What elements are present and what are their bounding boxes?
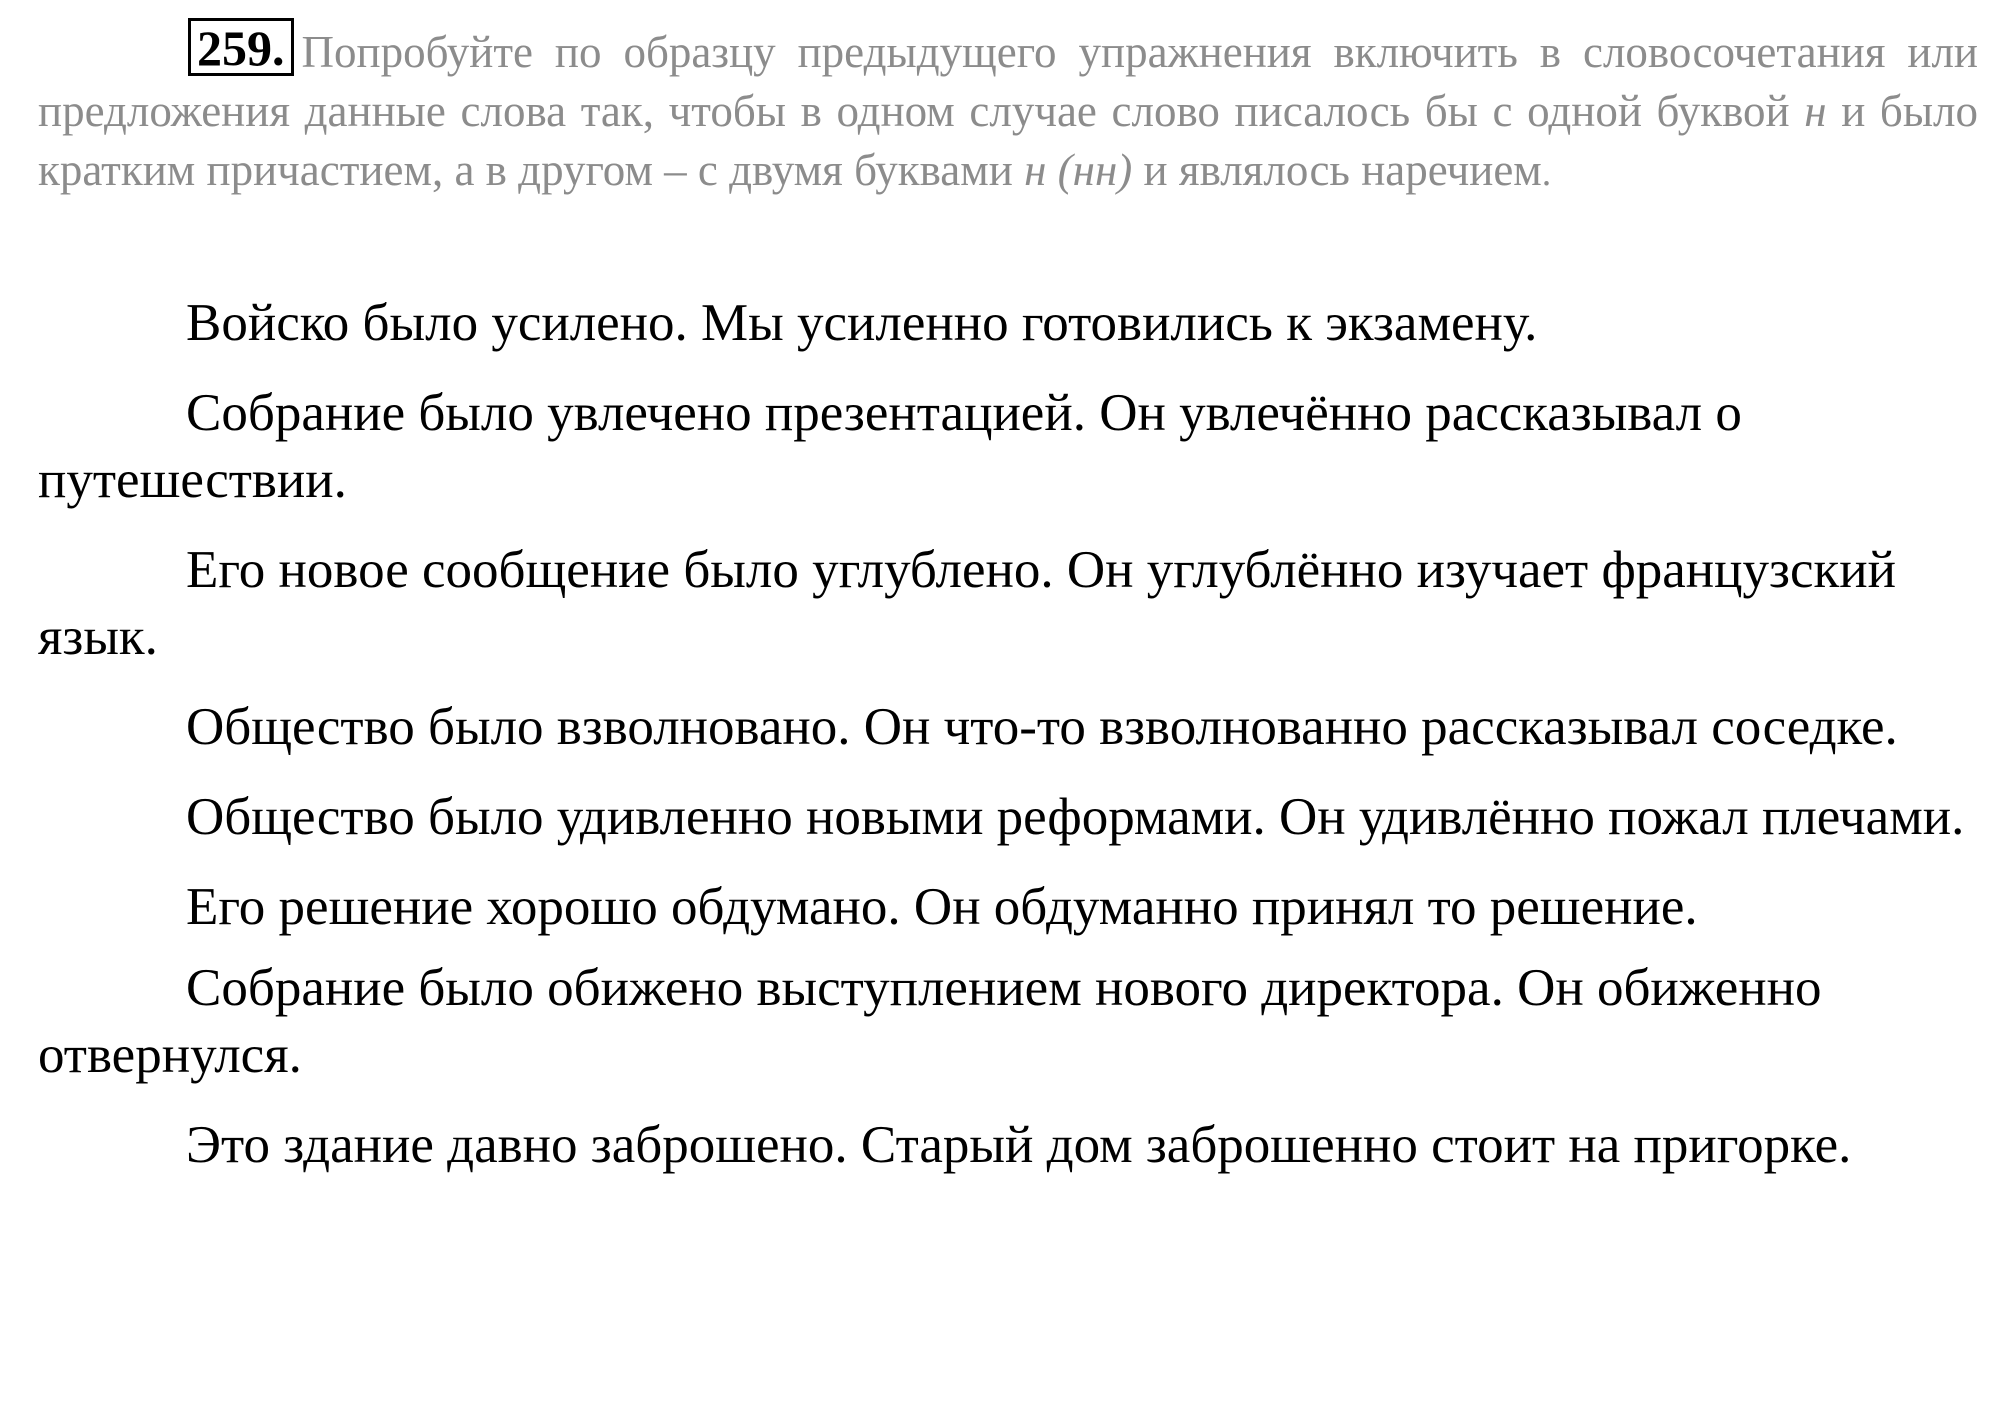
answer-sentence: Его решение хорошо обдумано. Он обдуманно принял то решение. xyxy=(186,878,1698,936)
task-text-part-2: и было кратким причастием, а в другом – с двумя буквами xyxy=(38,86,1979,195)
answer-sentence: Общество было удивленно новыми реформами. Он удивлённо пожал плечами. xyxy=(186,788,1965,846)
answer-sentence: Его новое сообщение было углублено. Он углублённо изучает французский язык. xyxy=(38,541,1896,666)
answer-sentence: Это здание давно заброшено. Старый дом заброшенно стоит на пригорке. xyxy=(186,1116,1852,1174)
exercise-task xyxy=(38,18,1978,203)
task-italic-letters-nn: н (нн) xyxy=(1024,145,1133,195)
task-text-part-1: Попробуйте по образцу предыдущего упражнения включить в словосочетания или предложения данные слова так, чтобы в одном случае слово писалось бы с одной буквой xyxy=(38,27,1978,136)
task-text-part-4: являлось наречием xyxy=(1178,145,1542,195)
answer-sentence: Собрание было увлечено презентацией. Он увлечённо рассказывал о путешествии. xyxy=(38,384,1742,509)
answer-list xyxy=(38,290,1978,1179)
task-text-period: . xyxy=(1541,152,1552,194)
answer-sentence: Собрание было обижено выступлением нового директора. Он обиженно отвернулся. xyxy=(38,959,1822,1084)
task-italic-letter-n: н xyxy=(1804,86,1827,136)
task-text-part-3: и xyxy=(1143,145,1168,195)
answer-sentence: Общество было взволновано. Он что-то взволнованно рассказывал соседке. xyxy=(186,698,1898,756)
answer-sentence: Войско было усилено. Мы усиленно готовились к экзамену. xyxy=(186,294,1538,352)
exercise-number: 259. xyxy=(188,18,294,76)
